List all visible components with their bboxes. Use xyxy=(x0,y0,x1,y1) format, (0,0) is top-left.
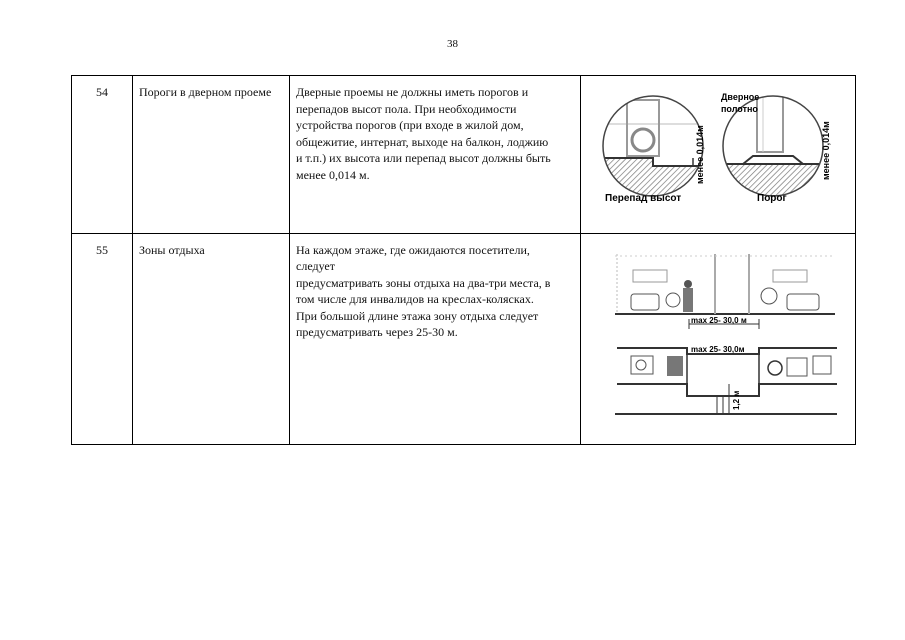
row-title: Зоны отдыха xyxy=(133,233,290,445)
text-line: перепадов высот пола. При необходимости xyxy=(296,101,517,116)
threshold-figure-cell xyxy=(581,76,856,234)
height-label-left: менее 0,014м xyxy=(695,125,705,184)
caption-level-difference: Перепад высот xyxy=(605,193,682,204)
row-description xyxy=(290,76,581,234)
row-number: 54 xyxy=(72,76,133,234)
text-line: предусматривать через 25-30 м. xyxy=(296,325,458,339)
row-title: Пороги в дверном проеме xyxy=(133,76,290,234)
dimension-width: 1,2 м xyxy=(732,390,741,410)
dimension-top: max 25- 30,0 м xyxy=(691,315,747,325)
row-description xyxy=(290,233,581,445)
threshold-illustration xyxy=(587,84,853,224)
text-line: и т.п.) их высота или перепад высот должны быть xyxy=(296,151,551,165)
table-row xyxy=(72,76,856,234)
table-row xyxy=(72,233,856,445)
text-line: Дверные проемы не должны иметь порогов и xyxy=(296,85,529,99)
level-difference-detail xyxy=(603,96,705,204)
text-line: общежитие, интернат, выходе на балкон, лоджию xyxy=(296,134,549,149)
rest-zone-illustration xyxy=(587,242,853,436)
page-number: 38 xyxy=(447,38,458,50)
dimension-bottom: max 25- 30,0м xyxy=(691,344,745,354)
corridor-elevation xyxy=(615,254,835,329)
door-leaf-label-2: полотно xyxy=(721,104,758,114)
corridor-plan xyxy=(615,345,837,414)
text-line: том числе для инвалидов на креслах-колясках. xyxy=(296,292,534,306)
text-line: следует xyxy=(296,259,335,273)
text-line: менее 0,014 м. xyxy=(296,167,370,182)
text-line: предусматривать зоны отдыха на два-три места, в xyxy=(296,275,551,290)
height-label-right: менее 0,014м xyxy=(821,121,831,180)
requirements-table xyxy=(71,75,856,445)
rest-zone-figure-cell xyxy=(581,233,856,445)
text-line: На каждом этаже, где ожидаются посетители, xyxy=(296,242,530,257)
text-line: При большой длине этажа зону отдыха следует xyxy=(296,308,539,323)
caption-threshold: Порог xyxy=(757,193,787,204)
row-number: 55 xyxy=(72,233,133,445)
door-leaf-label-1: Дверное xyxy=(721,92,760,102)
text-line: устройства порогов (при входе в жилой дом, xyxy=(296,118,524,132)
threshold-detail xyxy=(721,92,831,204)
